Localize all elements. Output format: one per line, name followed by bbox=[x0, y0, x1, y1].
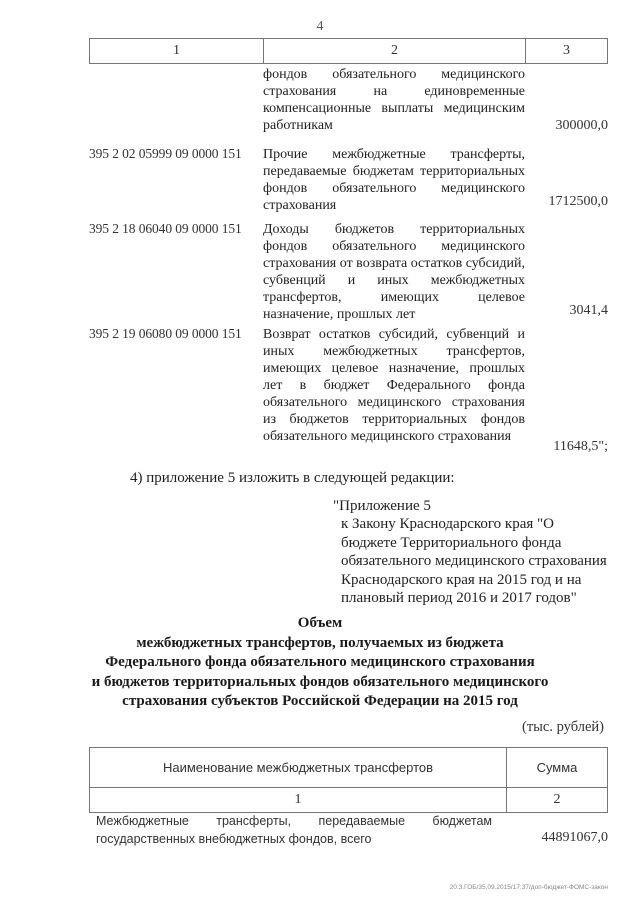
col-sum-header: Сумма bbox=[536, 760, 578, 775]
row-description: фондов обязательного медицинского страхования на единовременные компенсационные выплаты медицинским работникам bbox=[263, 67, 525, 133]
heading-line: страхования субъектов Российской Федерации на 2015 год bbox=[122, 693, 518, 710]
row-amount: 11648,5"; bbox=[553, 439, 608, 454]
top-table-header-col-3: 3 bbox=[563, 43, 570, 58]
row-description: Прочие межбюджетные трансферты, передаваемые бюджетам территориальных фондов обязательного медицинского страхования bbox=[263, 147, 525, 213]
heading-line: межбюджетных трансфертов, получаемых из бюджета bbox=[136, 634, 504, 651]
row-amount: 300000,0 bbox=[555, 118, 608, 133]
budget-code: 395 2 19 06080 09 0000 151 bbox=[89, 326, 242, 341]
amendment-paragraph: 4) приложение 5 изложить в следующей редакции: bbox=[130, 470, 455, 486]
section-heading bbox=[0, 614, 640, 712]
row-amount: 3041,4 bbox=[569, 303, 608, 318]
page-number: 4 bbox=[316, 19, 324, 34]
col-name-header: Наименование межбюджетных трансфертов bbox=[90, 748, 507, 787]
appendix-body: к Закону Краснодарского края "О бюджете Территориального фонда обязательного медицинского страхования Краснодарского края на 2015 год и на плановый период 2016 и 2017 годов" bbox=[341, 516, 607, 607]
transfers-table bbox=[89, 747, 608, 813]
top-table-header bbox=[89, 38, 608, 64]
heading-line: и бюджетов территориальных фондов обязательного медицинского bbox=[91, 673, 549, 690]
col-2-number: 2 bbox=[553, 792, 561, 807]
document-footer: 20.3.ГОБ/35.09.2015/17:37/доп-бюджет-ФОМС-закон bbox=[449, 884, 608, 891]
row-description: Возврат остатков субсидий, субвенций и иных межбюджетных трансфертов, имеющих целевое назначение, прошлых лет в бюджет Федерального фонда обязательного медицинского страхования из бюджетов территориальных фондов обязательного медицинского страхования bbox=[263, 327, 525, 444]
col-1-number: 1 bbox=[90, 788, 507, 812]
transfers-total-amount: 44891067,0 bbox=[541, 830, 608, 845]
budget-code: 395 2 02 05999 09 0000 151 bbox=[89, 146, 242, 161]
top-table-header-col-2: 2 bbox=[264, 39, 526, 63]
transfers-table-header bbox=[90, 748, 607, 788]
budget-code: 395 2 18 06040 09 0000 151 bbox=[89, 221, 242, 236]
row-description: Доходы бюджетов территориальных фондов обязательного медицинского страхования от возврата остатков субсидий, субвенций и иных межбюджетных трансфертов, имеющих целевое назначение, прошлых лет bbox=[263, 222, 525, 322]
row-amount: 1712500,0 bbox=[548, 194, 608, 209]
transfers-total-description: Межбюджетные трансферты, передаваемые бюджетам государственных внебюджетных фондов, всего bbox=[96, 814, 492, 846]
appendix-reference bbox=[333, 497, 608, 607]
heading-line: Объем bbox=[297, 615, 343, 631]
transfers-table-numbering bbox=[90, 788, 607, 812]
heading-line: Федерального фонда обязательного медицинского страхования bbox=[105, 654, 535, 671]
units-label: (тыс. рублей) bbox=[522, 719, 604, 735]
top-table-header-col-1: 1 bbox=[90, 39, 264, 63]
appendix-title: "Приложение 5 bbox=[333, 498, 431, 514]
